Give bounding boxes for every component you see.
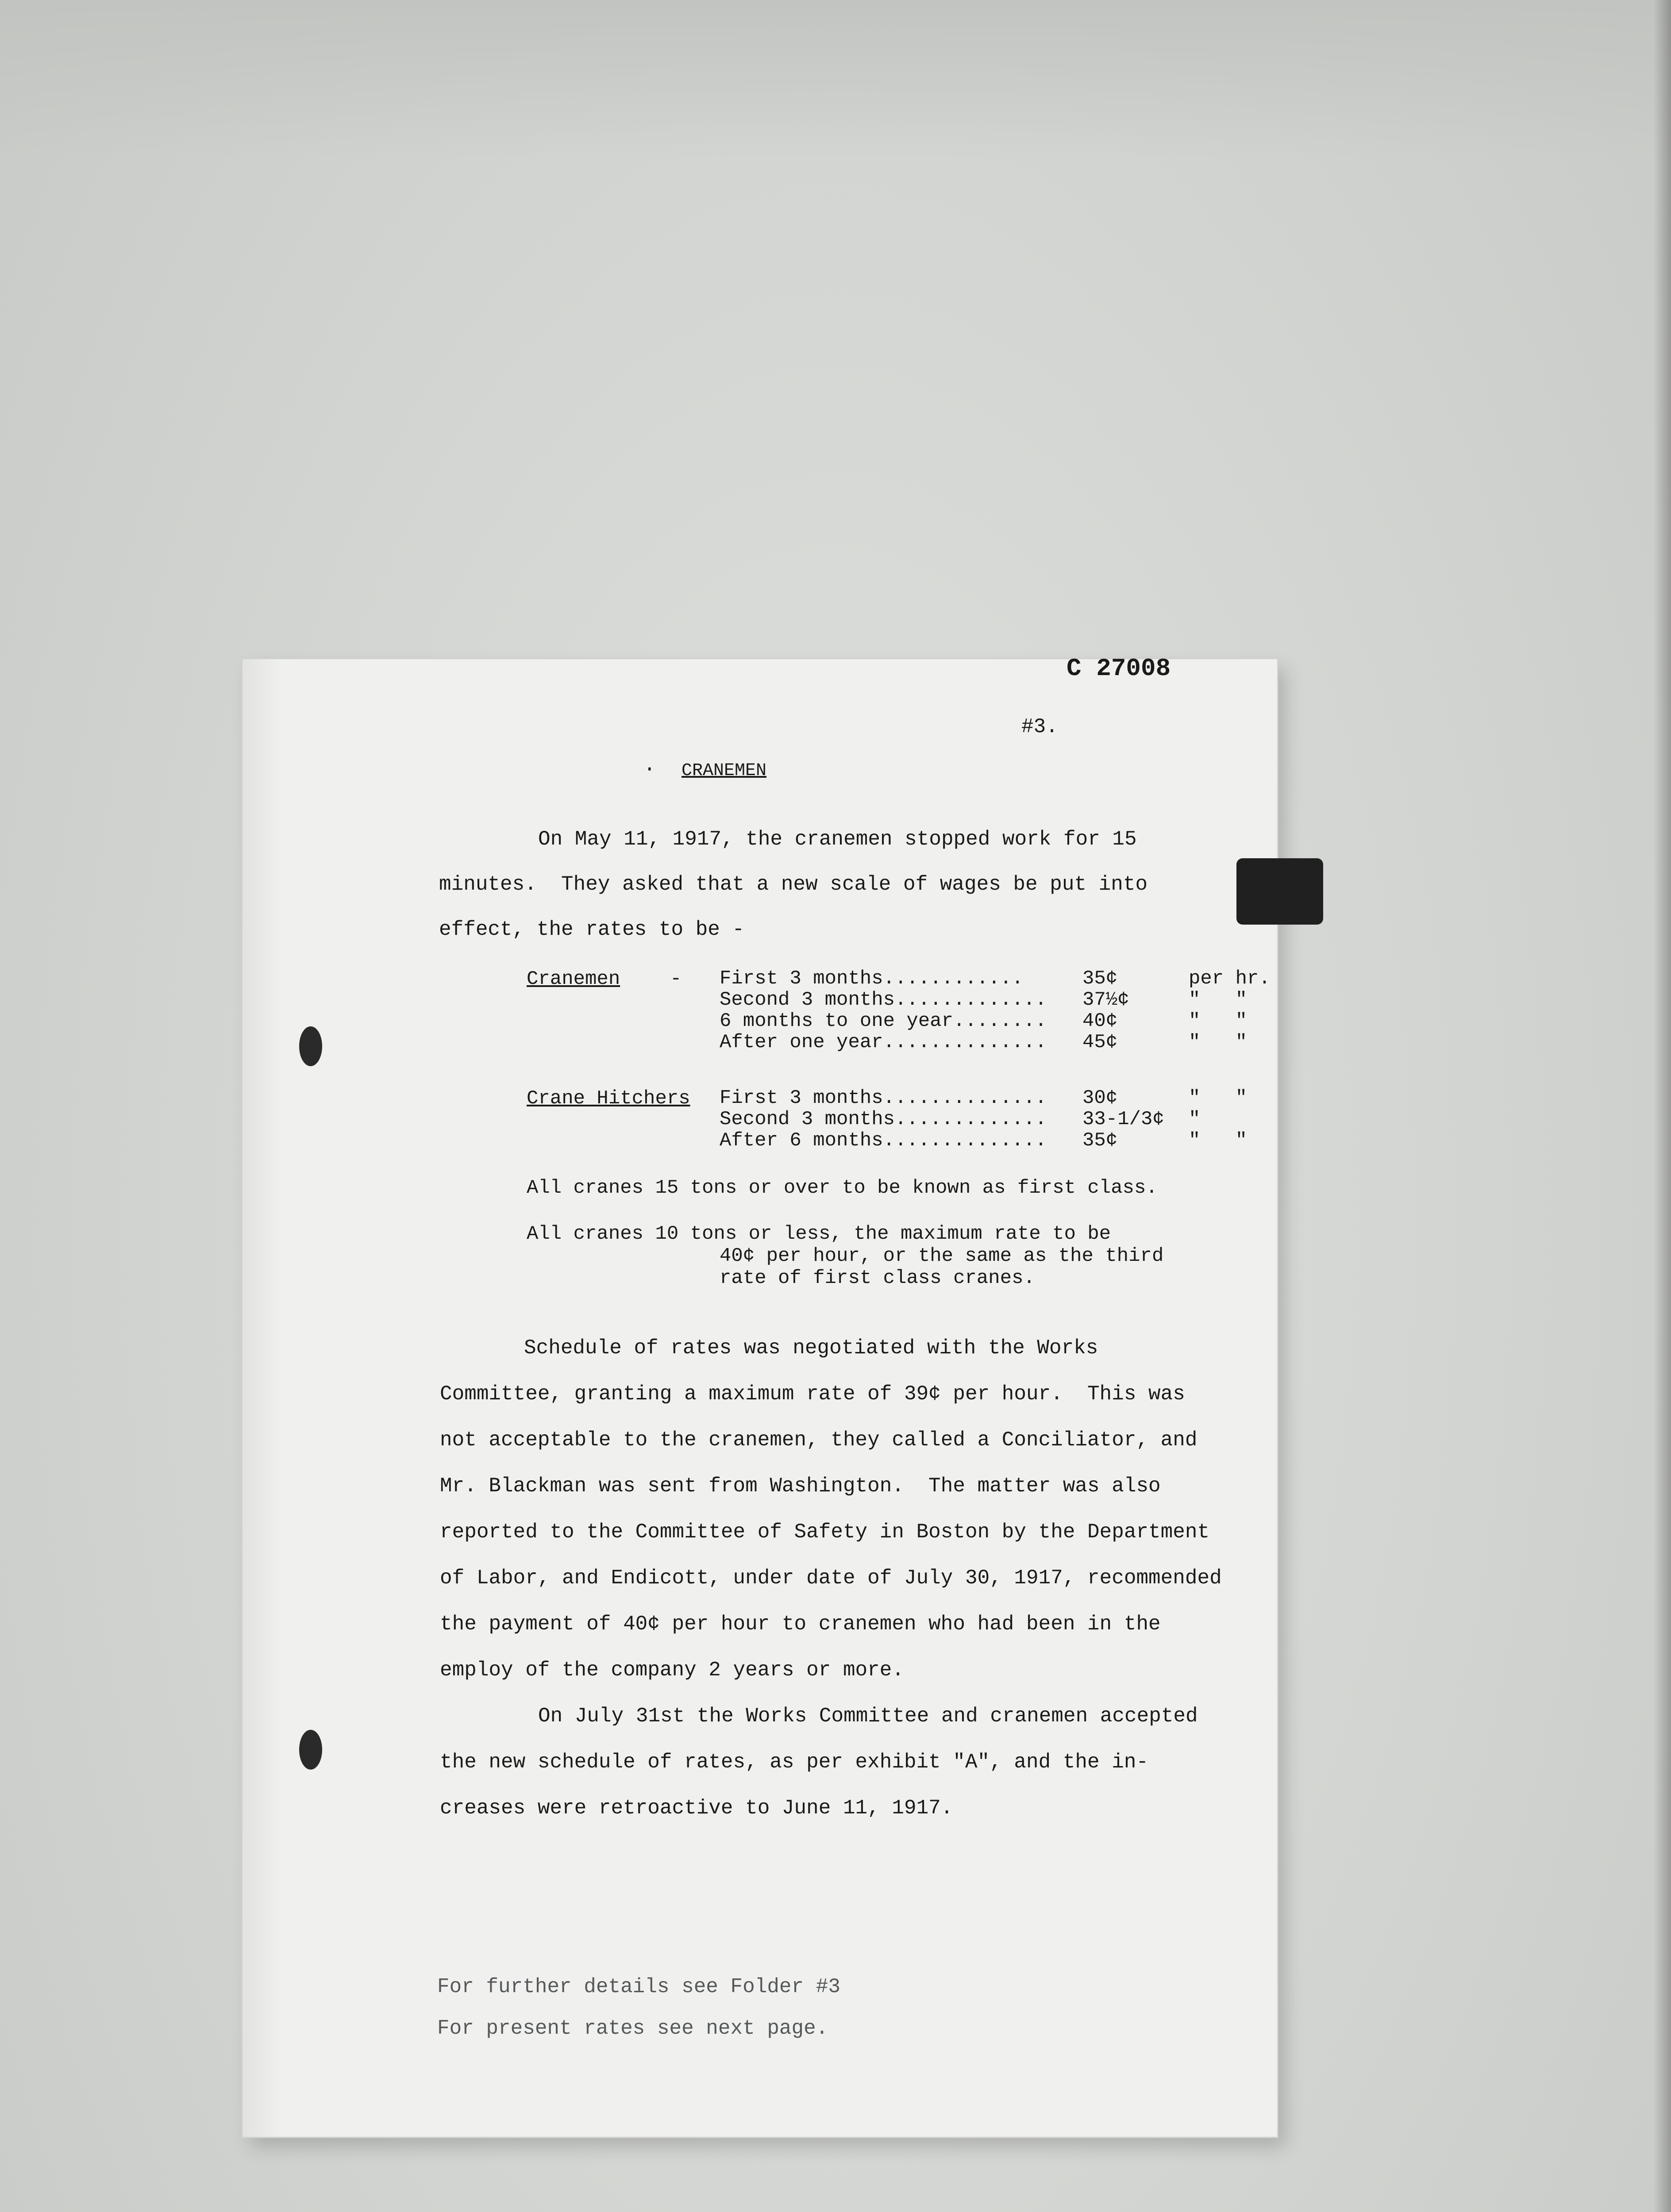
body-line: reported to the Committee of Safety in Boston by the Department — [440, 1521, 1210, 1544]
rate-row — [720, 1109, 1200, 1130]
body-line: On July 31st the Works Committee and cranemen accepted — [538, 1705, 1198, 1728]
rate-period: After one year.............. — [720, 1031, 1047, 1053]
rate-amount: 37½¢ — [1082, 989, 1129, 1011]
rate-period: Second 3 months............. — [720, 989, 1047, 1011]
rate-period: First 3 months............ — [720, 968, 1024, 990]
background-top-band — [0, 0, 1671, 159]
rate-period: Second 3 months............. — [720, 1108, 1047, 1130]
rate-group-dash: - — [670, 968, 682, 990]
rate-amount: 35¢ — [1082, 968, 1118, 990]
document-page — [243, 654, 1277, 2137]
class-note-line-3: rate of first class cranes. — [720, 1267, 1035, 1289]
intro-line-3: effect, the rates to be - — [439, 918, 745, 941]
rate-unit: " " — [1189, 1031, 1247, 1053]
rate-group-label-crane-hitchers: Crane Hitchers — [527, 1087, 690, 1110]
body-line: not acceptable to the cranemen, they called a Conciliator, and — [440, 1429, 1197, 1452]
body-line: the new schedule of rates, as per exhibit "A", and the in- — [440, 1751, 1149, 1774]
class-note-line-1: All cranes 10 tons or less, the maximum rate to be — [527, 1223, 1111, 1245]
rate-unit: " " — [1189, 1129, 1247, 1152]
film-edge — [1653, 0, 1671, 2212]
intro-line-1: On May 11, 1917, the cranemen stopped work for 15 — [538, 828, 1137, 851]
footer-note-folder: For further details see Folder #3 — [437, 1975, 840, 1998]
intro-line-2: minutes. They asked that a new scale of wages be put into — [439, 873, 1148, 896]
rate-row — [720, 968, 1271, 989]
index-tab — [1236, 858, 1323, 925]
body-line: employ of the company 2 years or more. — [440, 1659, 904, 1682]
body-line: creases were retroactive to June 11, 1917. — [440, 1797, 953, 1820]
rate-amount: 35¢ — [1082, 1129, 1118, 1152]
rate-amount: 33-1/3¢ — [1082, 1108, 1164, 1130]
rate-unit: per hr. — [1189, 968, 1271, 990]
file-number: C 27008 — [1067, 654, 1171, 683]
rate-unit: " — [1189, 1108, 1201, 1130]
page-fold-shadow — [243, 659, 282, 2137]
body-line: of Labor, and Endicott, under date of July 30, 1917, recommended — [440, 1567, 1222, 1590]
class-note-line-2: 40¢ per hour, or the same as the third — [720, 1245, 1164, 1267]
rate-period: First 3 months.............. — [720, 1087, 1047, 1109]
title-bullet: · — [643, 758, 656, 781]
body-line: the payment of 40¢ per hour to cranemen who had been in the — [440, 1613, 1161, 1636]
rate-row — [720, 1010, 1247, 1032]
rate-period: 6 months to one year........ — [720, 1010, 1047, 1032]
rate-amount: 30¢ — [1082, 1087, 1118, 1109]
punch-hole-lower — [299, 1730, 322, 1770]
body-line: Mr. Blackman was sent from Washington. The matter was also — [440, 1475, 1161, 1498]
page-title: CRANEMEN — [681, 761, 767, 781]
body-line: Schedule of rates was negotiated with the Works — [524, 1336, 1098, 1359]
rate-unit: " " — [1189, 1087, 1247, 1109]
rate-amount: 40¢ — [1082, 1010, 1118, 1032]
rate-unit: " " — [1189, 989, 1247, 1011]
body-line: Committee, granting a maximum rate of 39¢ per hour. This was — [440, 1382, 1185, 1406]
rate-unit: " " — [1189, 1010, 1247, 1032]
rate-row — [720, 1087, 1247, 1109]
rate-group-label-cranemen: Cranemen — [527, 968, 620, 990]
rate-amount: 45¢ — [1082, 1031, 1118, 1053]
page-marker: #3. — [1021, 715, 1058, 738]
class-note-first-class: All cranes 15 tons or over to be known as first class. — [527, 1177, 1158, 1199]
punch-hole-upper — [299, 1026, 322, 1066]
rate-period: After 6 months.............. — [720, 1129, 1047, 1152]
rate-row — [720, 1130, 1247, 1151]
rate-row — [720, 989, 1247, 1010]
footer-note-present-rates: For present rates see next page. — [437, 2017, 828, 2040]
rate-row — [720, 1032, 1247, 1053]
